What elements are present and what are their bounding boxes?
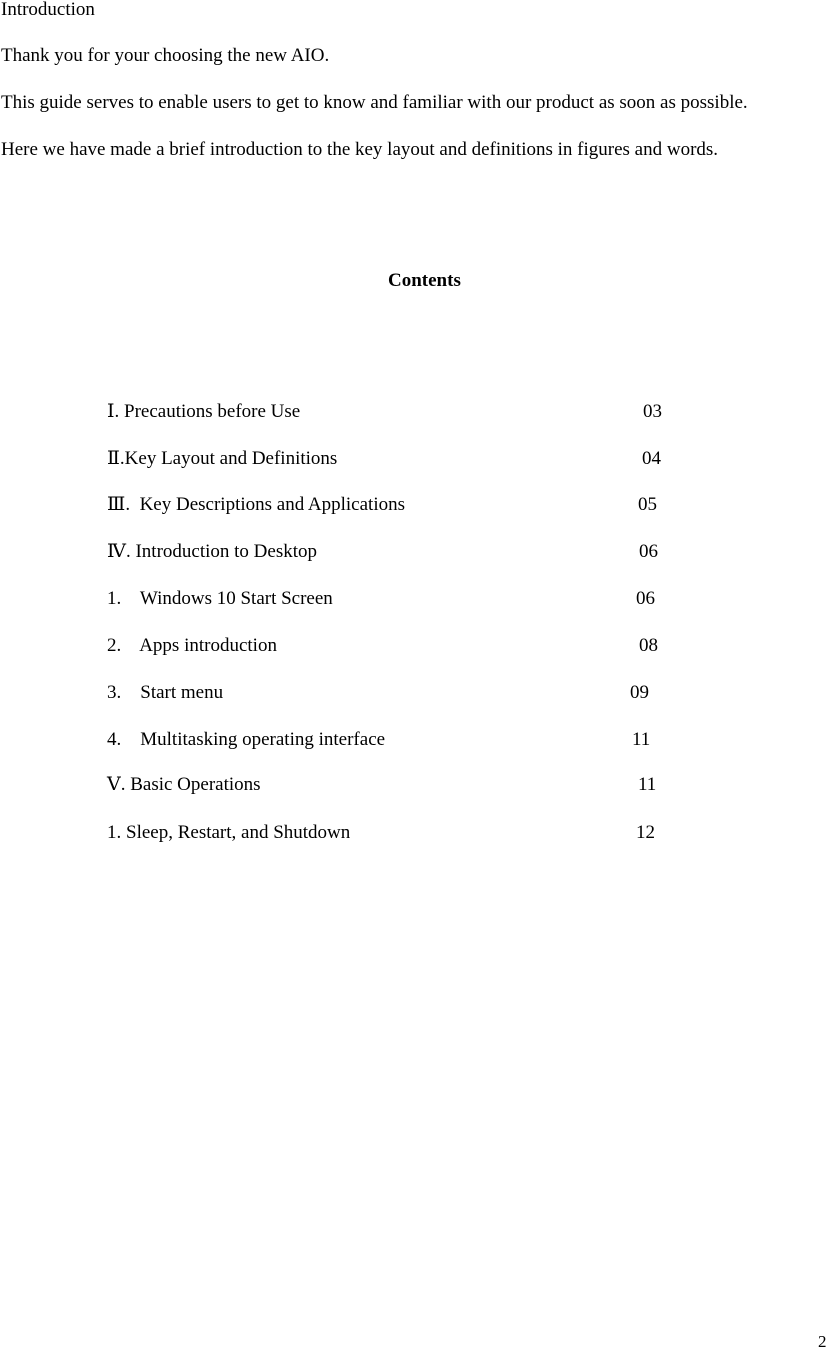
- contents-title: Contents: [388, 270, 461, 291]
- toc-item-page: 05: [638, 494, 657, 515]
- toc-item-label: 1. Sleep, Restart, and Shutdown: [107, 822, 351, 843]
- toc-item-page: 12: [636, 822, 655, 843]
- toc-item-label: Ⅴ. Basic Operations: [107, 774, 261, 795]
- toc-item-page: 11: [638, 774, 657, 795]
- toc-item-label: 4. Multitasking operating interface: [107, 729, 386, 750]
- toc-item-page: 06: [639, 541, 658, 562]
- toc-item-page: 11: [632, 729, 651, 750]
- toc-item-page: 09: [630, 682, 649, 703]
- toc-item-page: 04: [642, 448, 661, 469]
- toc-item-label: Ⅱ.Key Layout and Definitions: [107, 448, 338, 469]
- toc-item-label: Ⅰ. Precautions before Use: [107, 401, 301, 422]
- toc-item-label: 3. Start menu: [107, 682, 224, 703]
- intro-paragraph-thanks: Thank you for your choosing the new AIO.: [1, 45, 330, 66]
- intro-paragraph-overview: Here we have made a brief introduction to the key layout and definitions in figures and words.: [1, 139, 719, 160]
- toc-item-label: 1. Windows 10 Start Screen: [107, 588, 333, 609]
- page-number: 2: [818, 1332, 827, 1351]
- toc-item-page: 08: [639, 635, 658, 656]
- toc-item-label: Ⅲ. Key Descriptions and Applications: [107, 494, 405, 515]
- toc-item-page: 06: [636, 588, 655, 609]
- toc-item-page: 03: [643, 401, 662, 422]
- toc-item-label: Ⅳ. Introduction to Desktop: [107, 541, 318, 562]
- toc-item-label: 2. Apps introduction: [107, 635, 277, 656]
- intro-paragraph-purpose: This guide serves to enable users to get to know and familiar with our product as soon as possible.: [1, 92, 748, 113]
- introduction-heading: Introduction: [1, 0, 95, 20]
